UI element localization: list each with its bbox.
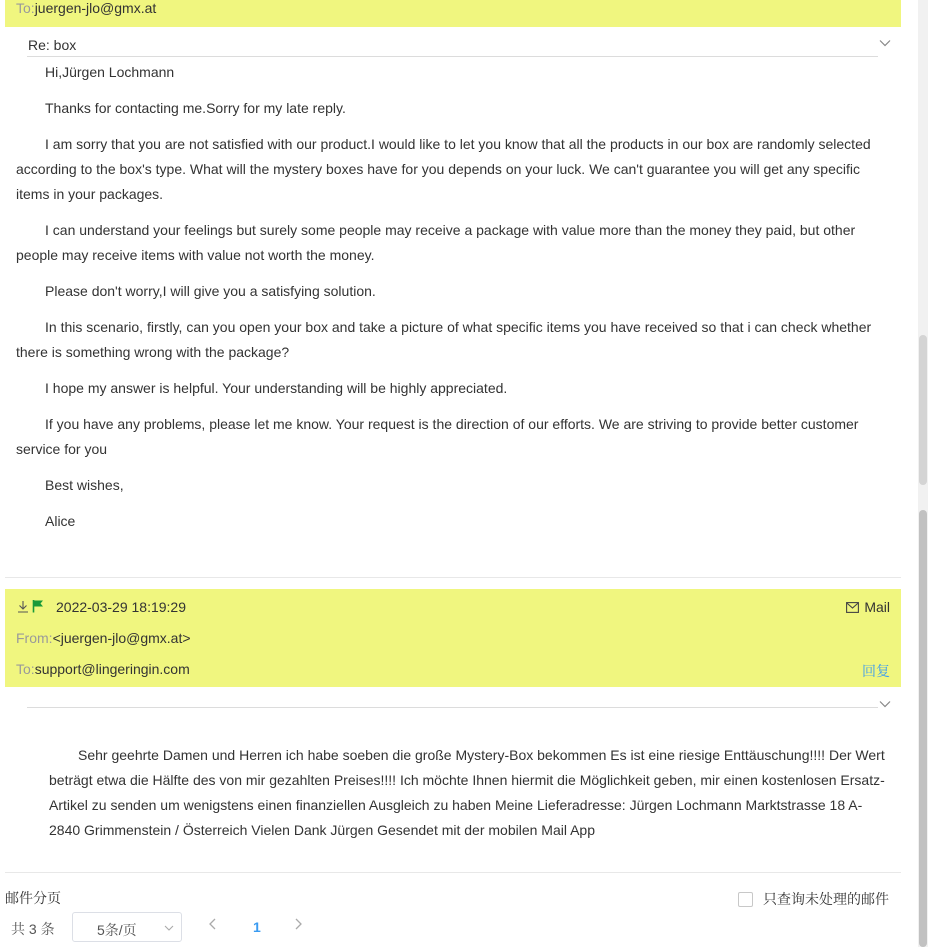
email-body: Sehr geehrte Damen und Herren ich habe soeben die große Mystery-Box bekommen Es ist eine riesige Enttäuschung!!!! Der Wert beträgt etwa die Hälfte des von mir gezahlten Preises!!!! Ich möchte Ihnen hiermit die Möglichkeit geben, mir einen kostenlosen Ersatz-Artikel zu senden um wenigstens einen finanziellen Ausgleich zu haben Meine Lieferadresse: Jürgen Lochmann Marktstrasse 18 A-2840 Grimmenstein / Österreich Vielen Dank Jürgen Gesendet mit der mobilen Mail App — [49, 747, 885, 838]
divider — [5, 872, 901, 873]
pagination-title: 邮件分页 — [5, 890, 61, 906]
from-row — [16, 630, 191, 646]
page-size-value: 5条/页 — [97, 922, 137, 938]
scrollbar-thumb[interactable] — [919, 510, 927, 947]
email-subject: Re: box — [28, 37, 77, 53]
unprocessed-only-filter[interactable] — [738, 889, 889, 909]
body-paragraph: Best wishes, — [45, 477, 124, 493]
to-address: juergen-jlo@gmx.at — [34, 0, 157, 16]
body-paragraph: In this scenario, firstly, can you open your box and take a picture of what specific items you have received so that i can check whether there is something wrong with the package? — [16, 319, 872, 360]
page-size-select[interactable] — [72, 912, 182, 942]
unprocessed-only-label: 只查询未处理的邮件 — [763, 891, 889, 907]
to-row — [16, 661, 190, 677]
chevron-down-icon — [163, 922, 175, 934]
mail-icon — [846, 602, 859, 613]
to-label: To: — [16, 661, 35, 677]
download-icon[interactable] — [17, 600, 29, 613]
chevron-down-icon[interactable] — [878, 36, 892, 50]
body-paragraph: I hope my answer is helpful. Your understanding will be highly appreciated. — [45, 380, 508, 396]
subject-bar[interactable] — [27, 688, 878, 708]
body-paragraph: If you have any problems, please let me know. Your request is the direction of our efforts. We are striving to provide better customer service for you — [16, 416, 859, 457]
from-label: From: — [16, 630, 53, 646]
chevron-left-icon[interactable] — [207, 917, 219, 931]
mail-label: Mail — [864, 599, 890, 615]
mail-button[interactable] — [846, 599, 890, 615]
chevron-down-icon[interactable] — [878, 697, 892, 711]
to-row — [16, 0, 156, 16]
body-paragraph: Hi,Jürgen Lochmann — [45, 64, 175, 80]
subject-bar[interactable] — [27, 27, 878, 57]
to-label: To: — [16, 0, 35, 16]
email-header-highlight — [5, 0, 901, 27]
scrollbar-thumb-upper[interactable] — [919, 335, 927, 485]
reply-button[interactable]: 回复 — [862, 663, 890, 679]
from-address: <juergen-jlo@gmx.at> — [52, 630, 191, 646]
scrollbar-track[interactable] — [918, 0, 928, 947]
body-paragraph: Alice — [45, 513, 76, 529]
body-paragraph: Please don't worry,I will give you a satisfying solution. — [45, 283, 376, 299]
divider — [5, 577, 901, 578]
body-paragraph: Thanks for contacting me.Sorry for my late reply. — [45, 100, 346, 116]
email-date: 2022-03-29 18:19:29 — [56, 599, 186, 615]
flag-icon[interactable] — [32, 599, 44, 613]
to-address: support@lingeringin.com — [34, 661, 190, 677]
body-paragraph: I am sorry that you are not satisfied with our product.I would like to let you know that all the products in our box are randomly selected according to the box's type. What will the mystery boxes have for you depends on your luck. We can't guarantee you will get any specific items in your packages. — [16, 136, 871, 202]
pagination-page-1[interactable]: 1 — [253, 919, 261, 935]
unprocessed-only-checkbox[interactable] — [738, 892, 753, 907]
chevron-right-icon[interactable] — [292, 917, 304, 931]
body-paragraph: I can understand your feelings but surely some people may receive a package with value more than the money they paid, but other people may receive items with value not worth the money. — [16, 222, 856, 263]
email-body — [16, 60, 892, 545]
total-count: 共 3 条 — [11, 921, 55, 937]
